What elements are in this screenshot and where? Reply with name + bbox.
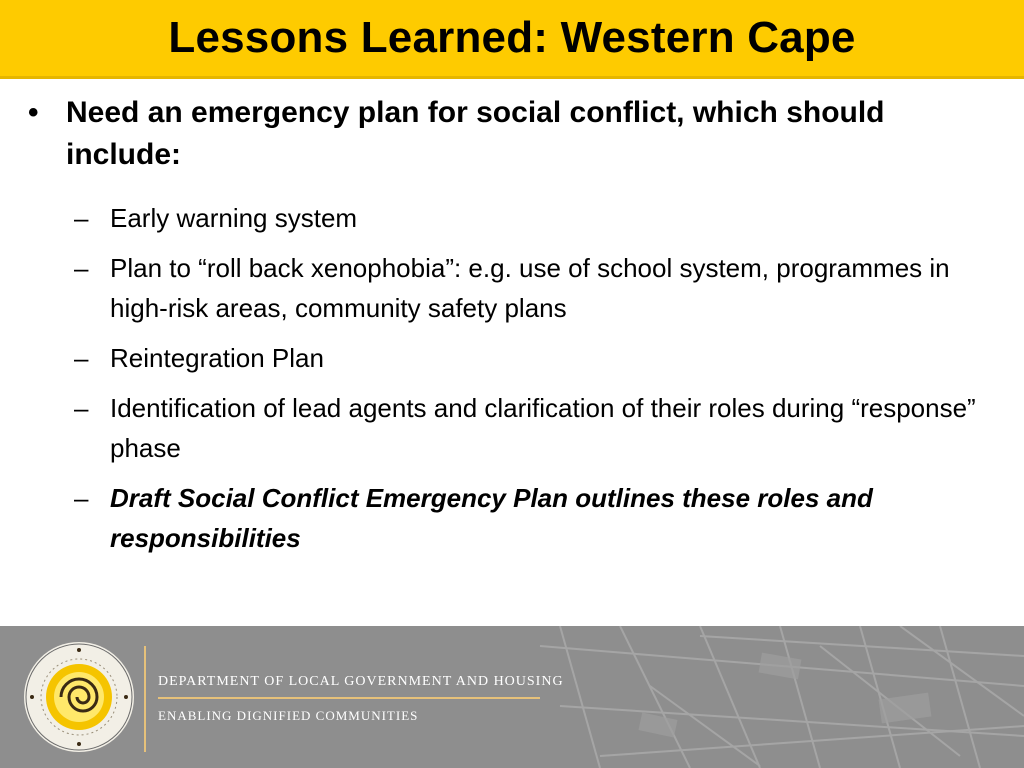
sub-item-text: Draft Social Conflict Emergency Plan outlines these roles and responsibilities xyxy=(110,483,873,553)
sub-item-text: Early warning system xyxy=(110,203,358,233)
main-bullet-text: Need an emergency plan for social conflict, which should include: xyxy=(66,96,885,171)
dash-marker: – xyxy=(74,393,89,423)
footer-banner xyxy=(0,626,1024,768)
footer-vertical-divider xyxy=(144,646,146,752)
dash-marker: – xyxy=(74,203,89,233)
footer-horizontal-divider xyxy=(158,697,540,699)
title-bar xyxy=(0,0,1024,76)
department-name: DEPARTMENT OF LOCAL GOVERNMENT AND HOUSING xyxy=(158,674,564,689)
dash-marker: – xyxy=(74,483,89,513)
slide-title: Lessons Learned: Western Cape xyxy=(168,13,856,62)
dash-marker: – xyxy=(74,343,89,373)
title-divider xyxy=(0,76,1024,79)
dash-marker: – xyxy=(74,253,89,283)
western-cape-logo xyxy=(22,640,136,754)
bullet-marker: • xyxy=(28,96,39,129)
department-motto: ENABLING DIGNIFIED COMMUNITIES xyxy=(158,708,419,723)
sub-item-text: Identification of lead agents and clarification of their roles during “response” phase xyxy=(110,393,976,463)
sub-item-text: Reintegration Plan xyxy=(110,343,324,373)
sub-item-text: Plan to “roll back xenophobia”: e.g. use of school system, programmes in high-risk areas, community safety plans xyxy=(110,253,950,323)
